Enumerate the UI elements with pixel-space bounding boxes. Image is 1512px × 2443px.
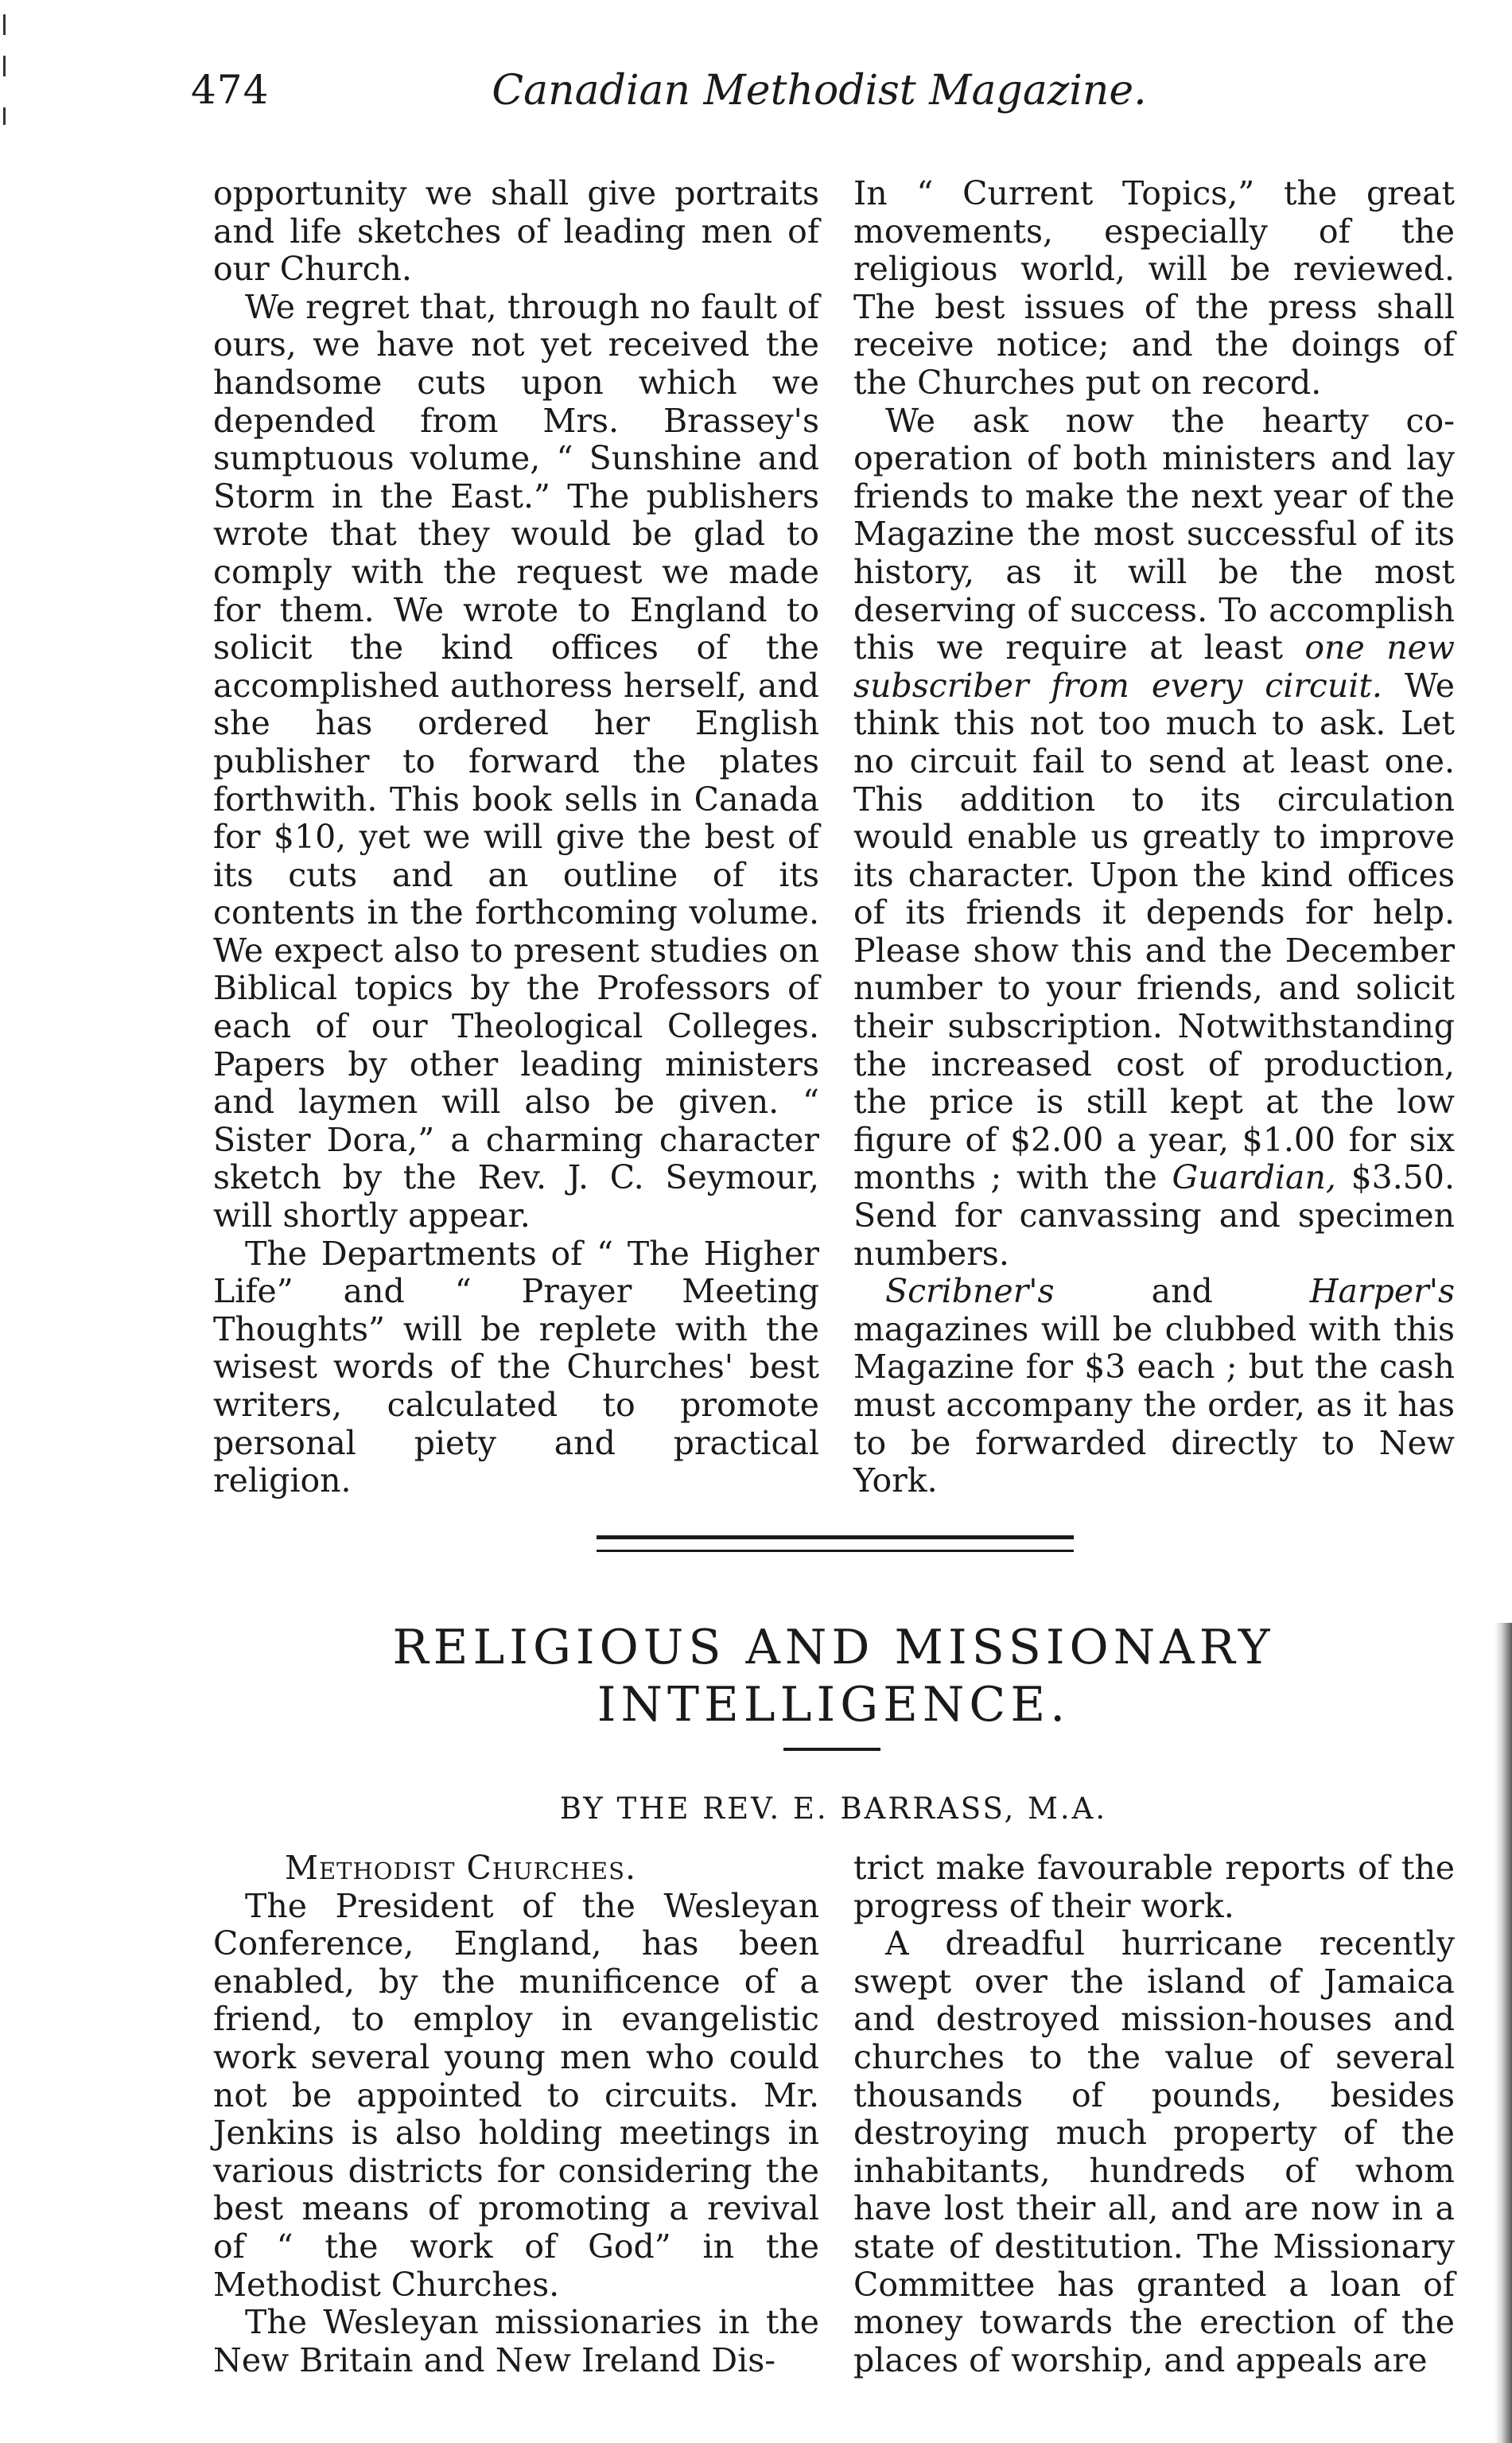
paragraph: opportunity we shall give portraits and life sketches of leading men of our Church. (213, 174, 819, 289)
section-title-line: RELIGIOUS AND MISSIONARY (392, 1620, 1275, 1675)
scan-margin-mark (3, 14, 6, 35)
section-title-line: INTELLIGENCE. (597, 1677, 1071, 1733)
paragraph: trict make favourable reports of the progress of their work. (853, 1849, 1455, 1925)
running-title: Canadian Methodist Magazine. (492, 67, 1147, 115)
scan-margin-mark (3, 56, 6, 76)
paragraph: In “ Current Topics,” the great movements, especially of the religious world, will be reviewed. The best issues of the press shall receive notice; and the doings of the Churches put on record. (853, 174, 1455, 402)
scan-margin-mark (3, 107, 6, 125)
italic-text: Scribner's (885, 1272, 1055, 1311)
paragraph: The President of the Wesleyan Conference, England, has been enabled, by the munificence of a friend, to employ in evangelistic work several young men who could not be appointed to circuits. Mr. Jenkins is also holding meetings in various districts for considering the best means of promoting a revival of “ the work of God” in the Methodist Churches. (213, 1886, 819, 2304)
bottom-left-column (213, 1850, 819, 2379)
paragraph: We regret that, through no fault of ours, we have not yet received the handsome cuts upon which we depended from Mrs. Brassey's sumptuous volume, “ Sunshine and Storm in the East.” The publishers wrote that they would be glad to comply with the request we made for them. We wrote to England to solicit the kind offices of the accomplished authoress herself, and she has ordered her English publisher to forward the plates forthwith. This book sells in Canada for $10, yet we will give the best of its cuts and an outline of its contents in the forthcoming volume. We expect also to present studies on Biblical topics by the Professors of each of our Theological Colleges. Papers by other leading ministers and laymen will also be given. “ Sister Dora,” a charming character sketch by the Rev. J. C. Seymour, will shortly appear. (213, 287, 819, 1235)
italic-text: Harper's (1309, 1272, 1455, 1311)
page-header (191, 67, 1448, 123)
italic-text: one new subscriber from every circuit. (853, 628, 1455, 705)
page-number: 474 (191, 67, 270, 113)
paragraph (853, 403, 1455, 1274)
text-run: magazines will be clubbed with this Magazine for $3 each ; but the cash must accompany the order, as it has to be forwarded directly to New York. (853, 1309, 1455, 1500)
bottom-right-column (853, 1850, 1455, 2379)
paragraph: A dreadful hurricane recently swept over the island of Jamaica and destroyed mission-houses and churches to the value of several thousands of pounds, besides destroying much property of the inhabitants, hundreds of whom have lost their all, and are now in a state of destitution. The Missionary Committee has granted a loan of money towards the erection of the places of worship, and appeals are (853, 1924, 1455, 2379)
paragraph (853, 1273, 1455, 1500)
section-title (213, 1619, 1454, 1733)
italic-text: Guardian, (1172, 1158, 1336, 1197)
paragraph: The Departments of “ The Higher Life” and “ Prayer Meeting Thoughts” will be replete with the wisest words of the Churches' best writers, calculated to promote personal piety and practical religion. (213, 1234, 819, 1500)
subheading: Methodist Churches. (285, 1849, 636, 1887)
text-run: We ask now the hearty co-operation of both ministers and lay friends to make the next year of the Magazine the most successful of its history, as it will be the most deserving of success. To accomplish this we require at least (853, 401, 1455, 667)
text-run: $3.50. Send for canvassing and specimen numbers. (853, 1158, 1455, 1273)
section-divider-rule (597, 1535, 1074, 1539)
byline: BY THE REV. E. BARRASS, M.A. (559, 1791, 1108, 1826)
scan-page-edge (1495, 1623, 1512, 2443)
section-divider-rule (597, 1550, 1074, 1552)
top-right-column (853, 175, 1455, 1500)
text-run: and (1054, 1272, 1310, 1311)
text-run: We think this not too much to ask. Let no circuit fail to send at least one. This addition to its circulation would enable us greatly to improve its character. Upon the kind offices of its friends it depends for help. Please show this and the December number to your friends, and solicit their subscription. Notwithstanding the increased cost of production, the price is still kept at the low figure of $2.00 a year, $1.00 for six months ; with the (853, 666, 1455, 1197)
top-left-column (213, 175, 819, 1500)
paragraph: The Wesleyan missionaries in the New Britain and New Ireland Dis- (213, 2303, 819, 2379)
title-underline-rule (783, 1748, 880, 1751)
